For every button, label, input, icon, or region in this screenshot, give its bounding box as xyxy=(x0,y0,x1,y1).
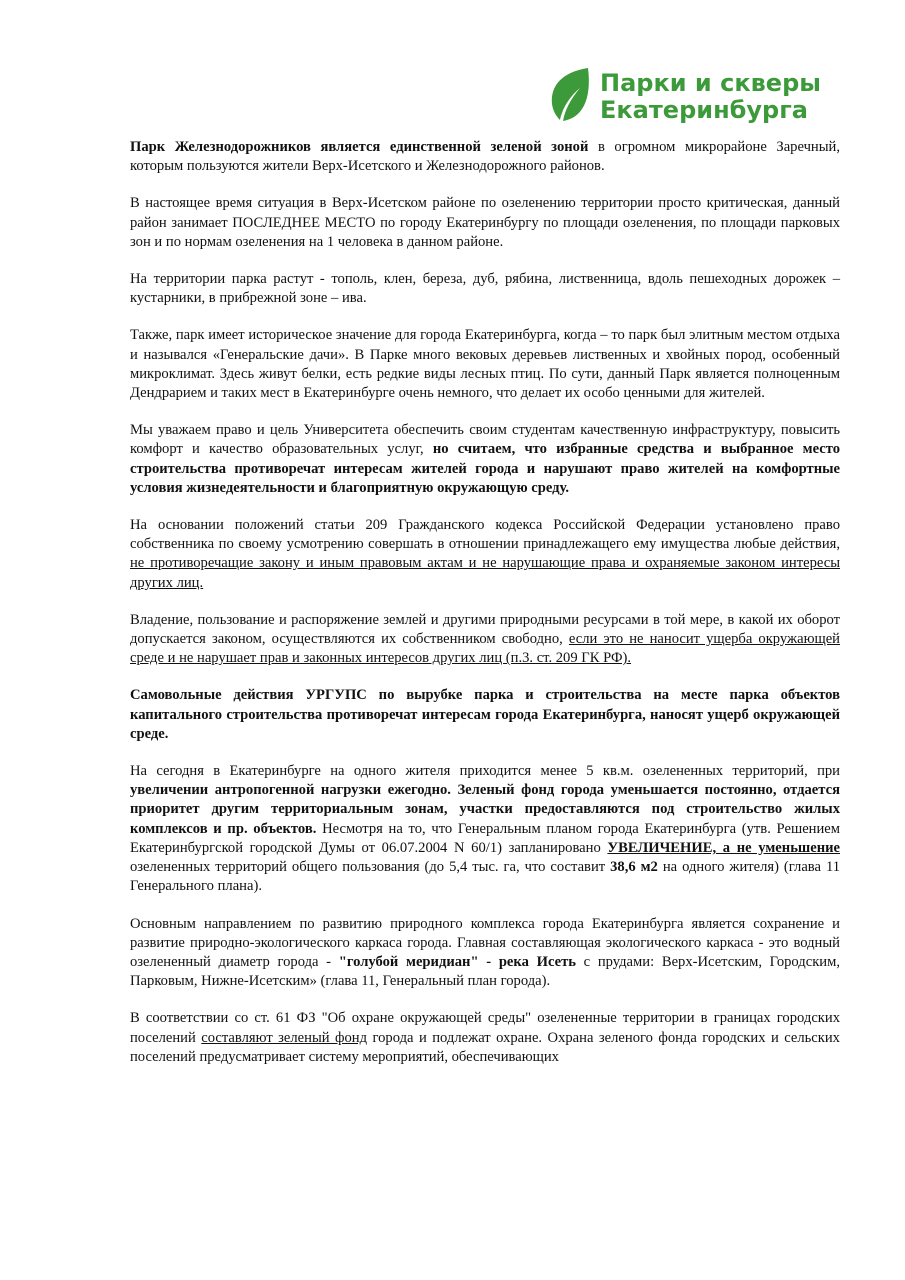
logo-line-2: Екатеринбурга xyxy=(600,96,808,124)
paragraph xyxy=(130,138,840,176)
bold-text: 38,6 м2 xyxy=(610,859,658,876)
bold-text: увеличении антропогенной нагрузки ежегодно. Зеленый фонд города уменьшается постоянно, отдается приоритет другим территориальным зонам, участки предоставляются под строительство жилых комплексов и пр. объектов. xyxy=(130,782,840,837)
underlined-text: УВЕЛИЧЕНИЕ, а не уменьшение xyxy=(607,839,840,856)
underlined-text: если это не наносит ущерба окружающей среде и не нарушает прав и законных интересов других лиц (п.3. ст. 209 ГК РФ). xyxy=(130,631,840,667)
text-run: с прудами: Верх-Исетским, Городским, Парковым, Нижне-Исетским» (глава 11, Генеральный план города). xyxy=(130,953,840,990)
bold-text: Парк Железнодорожников является единственной зеленой зоной xyxy=(130,139,589,155)
text-run: на одного жителя) (глава 11 Генерального плана). xyxy=(130,859,840,895)
text-run: Основным направлением по развитию природного комплекса города Екатеринбурга является сохранение и развитие природно-экологического каркаса города. Главная составляющая экологического каркаса - это водный озелененный диаметр города - xyxy=(130,915,840,970)
document-body xyxy=(130,138,840,1085)
text-run: Несмотря на то, что Генеральным планом города Екатеринбурга (утв. Решением Екатеринбургской городской Думы от 06.07.2004 N 60/1) запланировано xyxy=(130,820,840,856)
text-run: На территории парка растут - тополь, клен, береза, дуб, рябина, лиственница, вдоль пешеходных дорожек – кустарники, в прибрежной зоне – ива. xyxy=(130,271,840,307)
logo-line-1: Парки и скверы xyxy=(600,69,821,97)
paragraph xyxy=(130,326,840,403)
paragraph xyxy=(130,516,840,593)
paragraph xyxy=(130,270,840,308)
bold-text: но считаем, что избранные средства и выбранное место строительства противоречат интересам жителей города и нарушают право жителей на комфортные условия жизнедеятельности и благоприятную окружающую среду. xyxy=(130,441,841,496)
paragraph xyxy=(130,1009,840,1067)
logo xyxy=(548,64,848,128)
underlined-text: не противоречащие закону и иным правовым актам и не нарушающие права и охраняемые законом интересы других лиц. xyxy=(130,555,840,591)
paragraph xyxy=(130,421,840,498)
text-run: В соответствии со ст. 61 ФЗ "Об охране окружающей среды" озелененные территории в границах городских поселений xyxy=(130,1010,840,1046)
text-run: в огромном микрорайоне Заречный, которым пользуются жители Верх-Исетского и Железнодорожного районов. xyxy=(130,139,840,175)
underlined-text: составляют зеленый фонд xyxy=(201,1029,368,1046)
paragraph xyxy=(130,686,840,744)
bold-text: Самовольные действия УРГУПС по вырубке парка и строительства на месте парка объектов капитального строительства противоречат интересам города Екатеринбурга, наносят ущерб окружающей среде. xyxy=(130,687,840,742)
text-run: Также, парк имеет историческое значение для города Екатеринбурга, когда – то парк был элитным местом отдыха и назывался «Генеральские дачи». В Парке много вековых деревьев лиственных и хвойных пород, особенный микроклимат. Здесь живут белки, есть редкие виды лесных птиц. По сути, данный Парк является полноценным Дендрарием и таких мест в Екатеринбурге очень немного, что делает их особо ценными для жителей. xyxy=(130,327,840,402)
text-run: На сегодня в Екатеринбурге на одного жителя приходится менее 5 кв.м. озелененных территорий, при xyxy=(130,763,840,780)
paragraph xyxy=(130,194,840,252)
leaf-icon xyxy=(548,66,594,122)
bold-text: "голубой меридиан" - река Исеть xyxy=(338,953,576,970)
text-run: Владение, пользование и распоряжение землей и другими природными ресурсами в той мере, в какой их оборот допускается законом, осуществляются их собственником свободно, xyxy=(130,611,840,648)
paragraph xyxy=(130,762,840,896)
text-run: озелененных территорий общего пользования (до 5,4 тыс. га, что составит xyxy=(130,859,611,876)
paragraph xyxy=(130,915,840,992)
text-run: города и подлежат охране. Охрана зеленого фонда городских и сельских поселений предусматривает систему мероприятий, обеспечивающих xyxy=(130,1029,840,1065)
text-run: В настоящее время ситуация в Верх-Исетском районе по озеленению территории просто критическая, данный район занимает ПОСЛЕДНЕЕ МЕСТО по городу Екатеринбургу по площади озеленения, по площади парковых зон и по нормам озеленения на 1 человека в данном районе. xyxy=(130,195,840,250)
text-run: На основании положений статьи 209 Гражданского кодекса Российской Федерации установлено право собственника по своему усмотрению совершать в отношении принадлежащего ему имущества любые действия, xyxy=(130,517,840,553)
text-run: Мы уважаем право и цель Университета обеспечить своим студентам качественную инфраструктуру, повысить комфорт и качество образовательных услуг, xyxy=(130,422,840,458)
paragraph xyxy=(130,611,840,669)
